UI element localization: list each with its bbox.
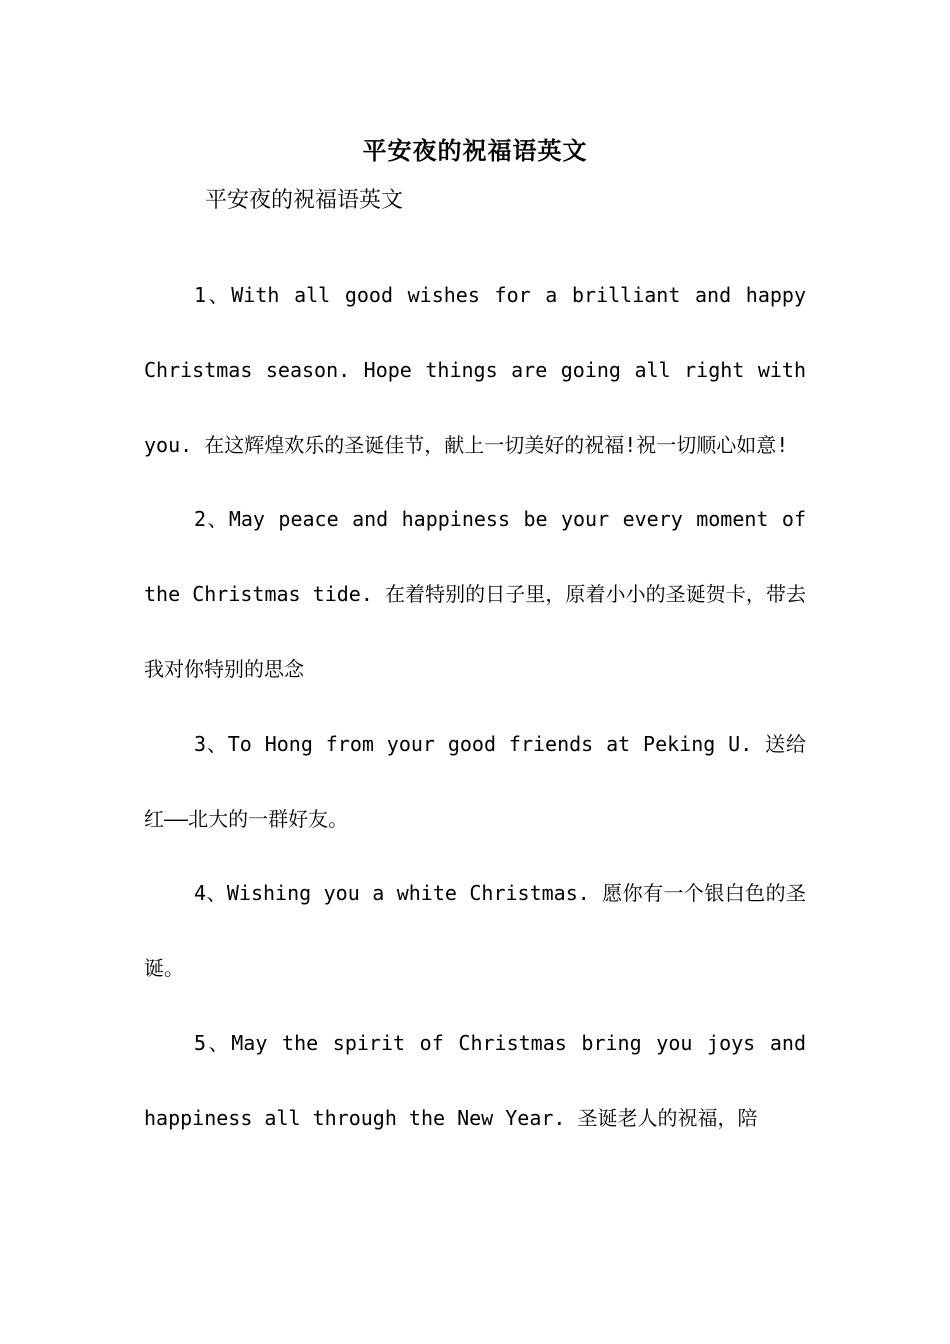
paragraph-3: 3、To Hong from your good friends at Peking U. 送给红——北大的一群好友。 <box>144 731 806 831</box>
paragraph-4: 4、Wishing you a white Christmas. 愿你有一个银白色的圣诞。 <box>144 881 806 981</box>
paragraph-1: 1、With all good wishes for a brilliant and happy Christmas season. Hope things are going all right with you. 在这辉煌欢乐的圣诞佳节，献上一切美好的祝福!祝一切顺心如意! <box>144 283 806 457</box>
document-subtitle: 平安夜的祝福语英文 <box>205 188 404 213</box>
paragraph-5: 5、May the spirit of Christmas bring you joys and happiness all through the New Year. 圣诞老人的祝福，陪 <box>144 1030 806 1130</box>
paragraph-2: 2、May peace and happiness be your every moment of the Christmas tide. 在着特别的日子里，原着小小的圣诞贺卡，带去我对你特别的思念 <box>144 507 806 681</box>
document-title: 平安夜的祝福语英文 <box>362 136 588 165</box>
document-body <box>144 258 806 1156</box>
